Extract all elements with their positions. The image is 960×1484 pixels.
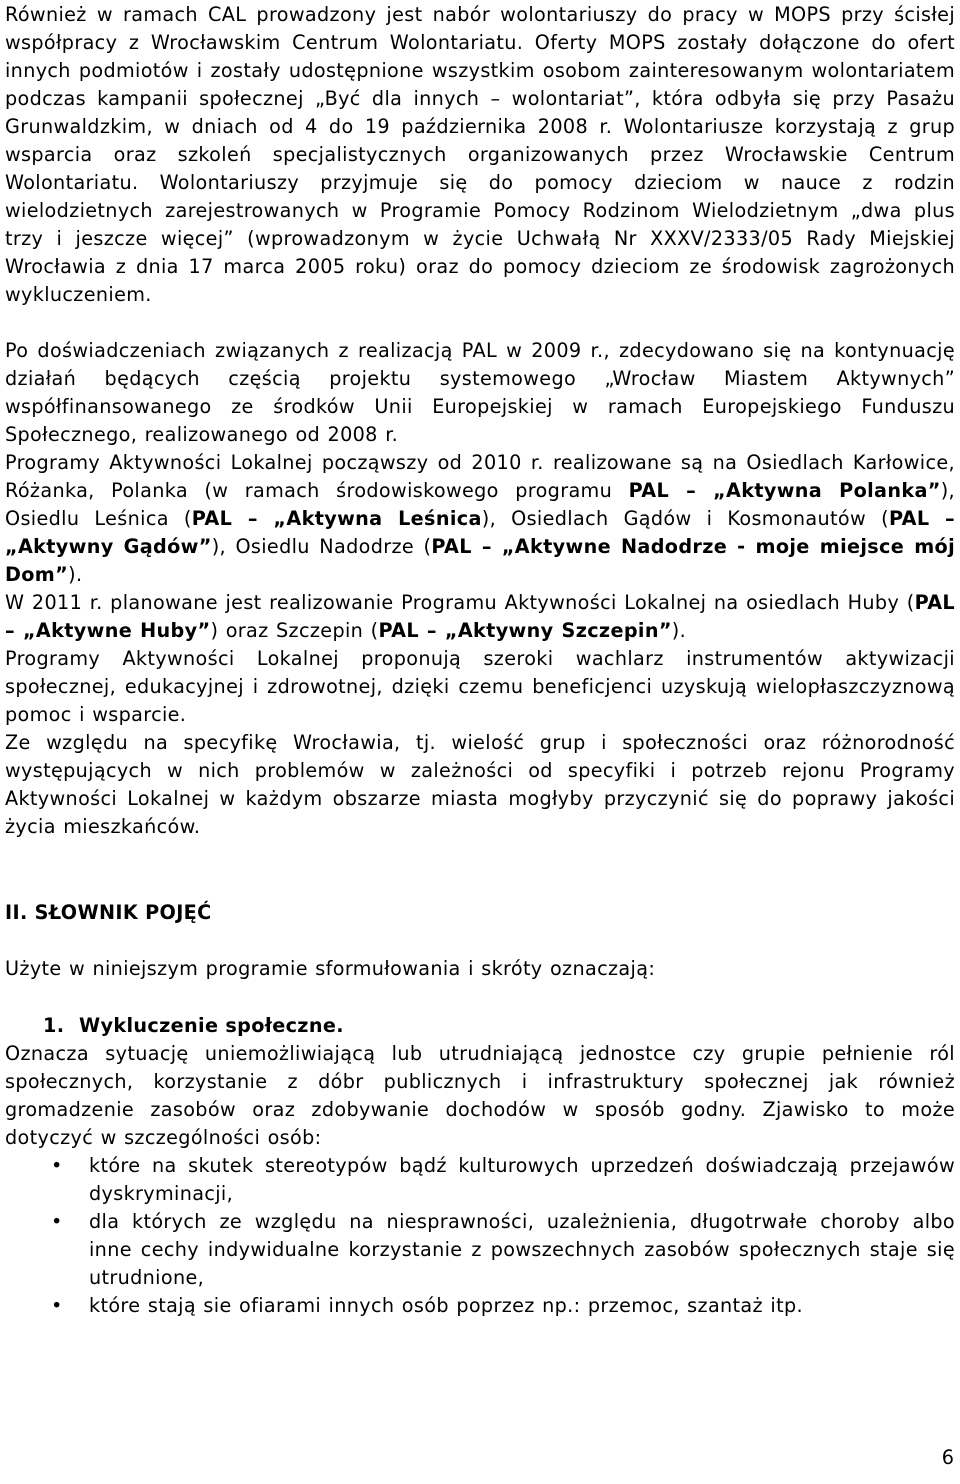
text-segment: ), Osiedlach Gądów i Kosmonautów ( (481, 507, 889, 530)
program-name-polanka: PAL – „Aktywna Polanka” (628, 479, 941, 502)
document-page (5, 0, 955, 1320)
paragraph-2011-plan (5, 589, 955, 645)
paragraph-pal-programs (5, 449, 955, 589)
list-item (5, 1292, 955, 1320)
text-segment: Programy Aktywności Lokalnej począwszy od 2010 r. realizowane są na Osiedlach Karłowice, Różanka, Polanka (w ramach środowiskowego programu (5, 451, 955, 502)
text-segment: ) oraz Szczepin ( (210, 619, 379, 642)
list-item (5, 1152, 955, 1208)
definition-bullet-list (5, 1152, 955, 1320)
bullet-icon: • (51, 1154, 63, 1177)
text-segment: ), Osiedlu Leśnica ( (5, 479, 955, 530)
bullet-icon: • (51, 1294, 63, 1317)
program-name-nadodrze: PAL – „Aktywne Nadodrze - moje miejsce mój Dom” (5, 535, 955, 586)
program-name-gadow: PAL – „Aktywny Gądów” (5, 507, 955, 558)
section-heading: II. SŁOWNIK POJĘĆ (5, 901, 212, 924)
definition-title: Wykluczenie społeczne. (79, 1014, 344, 1037)
definition-heading (5, 1012, 955, 1040)
list-item-text: dla których ze względu na niesprawności, uzależnienia, długotrwałe choroby albo inne cechy indywidualne korzystanie z powszechnych zasobów społecznych staje się utrudnione, (89, 1210, 955, 1289)
list-item-text: które na skutek stereotypów bądź kulturowych uprzedzeń doświadczają przejawów dyskryminacji, (89, 1154, 955, 1205)
paragraph-specifics: Ze względu na specyfikę Wrocławia, tj. wielość grup i społeczności oraz różnorodność występujących w nich problemów w zależności od specyfiki i potrzeb rejonu Programy Aktywności Lokalnej w każdym obszarze miasta mogłyby przyczynić się do poprawy jakości życia mieszkańców. (5, 731, 955, 838)
definition-number: 1. (43, 1014, 65, 1037)
bullet-icon: • (51, 1210, 63, 1233)
program-name-huby: PAL – „Aktywne Huby” (5, 591, 955, 642)
program-name-lesnica: PAL – „Aktywna Leśnica (191, 507, 482, 530)
text-segment: ). (68, 563, 83, 586)
text-segment: ), Osiedlu Nadodrze ( (211, 535, 432, 558)
section-intro: Użyte w niniejszym programie sformułowania i skróty oznaczają: (5, 957, 656, 980)
paragraph-volunteering: Również w ramach CAL prowadzony jest nabór wolontariuszy do pracy w MOPS przy ścisłej współpracy z Wrocławskim Centrum Wolontariatu. Oferty MOPS zostały dołączone do ofert innych podmiotów i zostały udostępnione wszystkim osobom zainteresowanym wolontariatem podczas kampanii społecznej „Być dla innych – wolontariat”, która odbyła się przy Pasażu Grunwaldzkim, w dniach od 4 do 19 października 2008 r. Wolontariusze korzystają z grup wsparcia oraz szkoleń specjalistycznych organizowanych przez Wrocławskie Centrum Wolontariatu. Wolontariuszy przyjmuje się do pomocy dzieciom w nauce z rodzin wielodzietnych zarejestrowanych w Programie Pomocy Rodzinom Wielodzietnym „dwa plus trzy i jeszcze więcej” (wprowadzonym w życie Uchwałą Nr XXXV/2333/05 Rady Miejskiej Wrocławia z dnia 17 marca 2005 roku) oraz do pomocy dzieciom ze środowisk zagrożonych wykluczeniem. (5, 3, 955, 306)
page-number: 6 (941, 1446, 954, 1469)
definition-text: Oznacza sytuację uniemożliwiającą lub utrudniającą jednostce czy grupie pełnienie ról społecznych, korzystanie z dóbr publicznych i infrastruktury społecznej jak również gromadzenie zasobów oraz zdobywanie dochodów w sposób godny. Zjawisko to może dotyczyć w szczególności osób: (5, 1042, 955, 1149)
list-item (5, 1208, 955, 1292)
text-segment: ). (671, 619, 687, 642)
list-item-text: które stają sie ofiarami innych osób poprzez np.: przemoc, szantaż itp. (89, 1294, 803, 1317)
paragraph-instruments: Programy Aktywności Lokalnej proponują szeroki wachlarz instrumentów aktywizacji społecznej, edukacyjnej i zdrowotnej, dzięki czemu beneficjenci uzyskują wielopłaszczyznową pomoc i wsparcie. (5, 647, 955, 726)
text-segment: W 2011 r. planowane jest realizowanie Programu Aktywności Lokalnej na osiedlach Huby ( (5, 591, 915, 614)
program-name-szczepin: PAL – „Aktywny Szczepin” (378, 619, 672, 642)
paragraph-continuation: Po doświadczeniach związanych z realizacją PAL w 2009 r., zdecydowano się na kontynuację działań będących częścią projektu systemowego „Wrocław Miastem Aktywnych” współfinansowanego ze środków Unii Europejskiej w ramach Europejskiego Funduszu Społecznego, realizowanego od 2008 r. (5, 339, 955, 446)
